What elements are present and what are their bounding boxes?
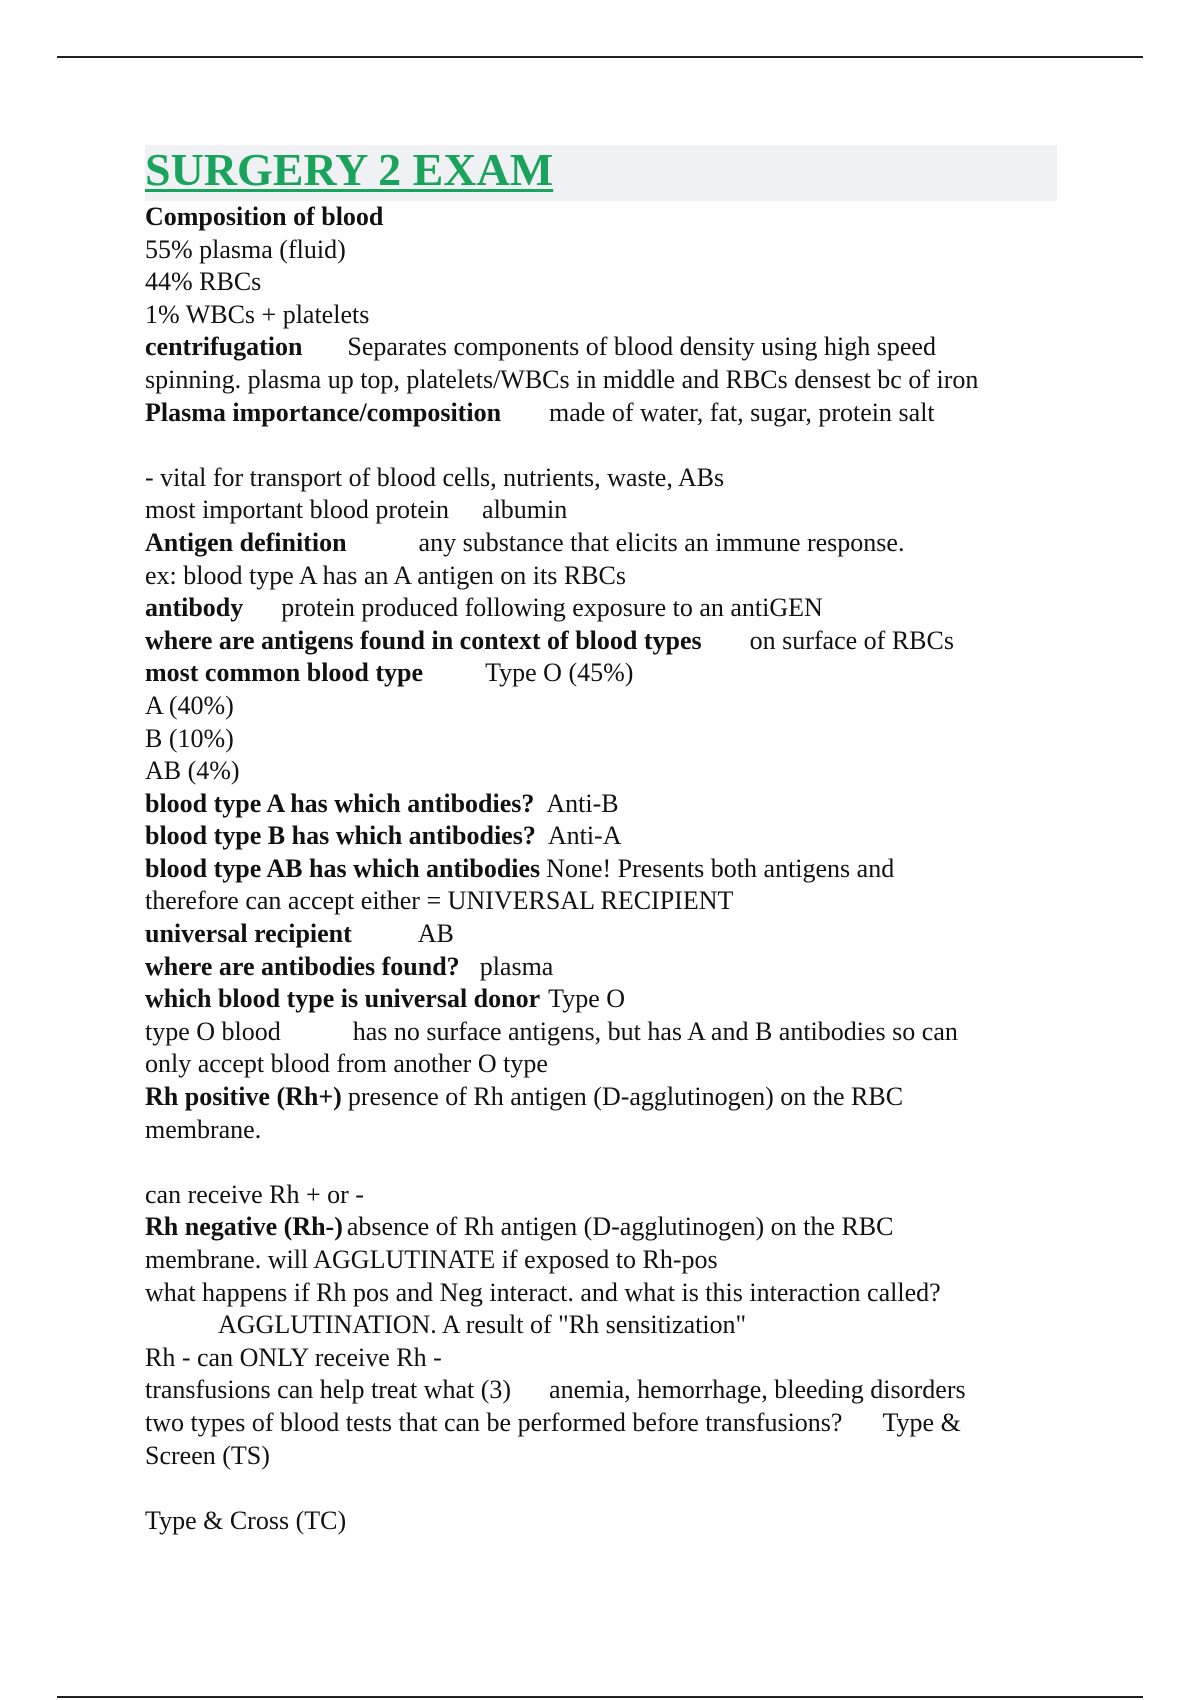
term: which blood type is universal donor	[145, 984, 541, 1014]
title-band	[145, 145, 1057, 201]
term: where are antibodies found?	[145, 951, 460, 981]
line-plasma-vital	[145, 462, 1057, 495]
term: blood type A has which antibodies?	[145, 788, 535, 818]
text: AB (4%)	[145, 756, 240, 786]
line-type-ab-cont	[145, 885, 1057, 918]
line-plasma-percent	[145, 234, 1057, 267]
definition: Anti-B	[546, 788, 619, 818]
line-rh-interaction-question	[145, 1277, 1057, 1310]
text: Rh - can ONLY receive Rh -	[145, 1342, 442, 1372]
term: centrifugation	[145, 332, 303, 362]
line-antigen-definition	[145, 527, 1057, 560]
line-antigen-example	[145, 560, 1057, 593]
text: B (10%)	[145, 723, 234, 753]
definition: plasma	[479, 951, 554, 981]
text: Screen (TS)	[145, 1440, 270, 1470]
text: - vital for transport of blood cells, nutrients, waste, ABs	[145, 462, 725, 492]
definition: protein produced following exposure to an antiGEN	[281, 593, 823, 623]
term: Plasma importance/composition	[145, 397, 502, 427]
line-antibody	[145, 592, 1057, 625]
footer-rule	[57, 1696, 1143, 1698]
definition: Type O (45%)	[485, 658, 634, 688]
line-type-o-cont	[145, 1048, 1057, 1081]
line-antibodies-location	[145, 951, 1057, 984]
line-rh-negative-cont	[145, 1244, 1057, 1277]
text: membrane.	[145, 1114, 262, 1144]
definition: Anti-A	[547, 821, 622, 851]
line-blood-tests	[145, 1407, 1057, 1440]
line-type-b-antibodies	[145, 820, 1057, 853]
line-rh-positive-receive	[145, 1179, 1057, 1212]
definition: AB	[417, 919, 454, 949]
definition: on surface of RBCs	[749, 625, 954, 655]
definition: made of water, fat, sugar, protein salt	[549, 397, 935, 427]
definition: any substance that elicits an immune response.	[418, 527, 905, 557]
line-rh-negative-receive	[145, 1342, 1057, 1375]
term: Composition of blood	[145, 202, 384, 231]
text: ex: blood type A has an A antigen on its RBCs	[145, 560, 626, 590]
document-body	[145, 145, 1057, 1537]
line-blood-tests-cont	[145, 1440, 1057, 1473]
text: A (40%)	[145, 690, 234, 720]
line-wbc-percent	[145, 299, 1057, 332]
term: blood type AB has which antibodies	[145, 853, 541, 883]
line-composition-of-blood	[145, 201, 1057, 234]
line-rh-positive	[145, 1081, 1057, 1114]
text: can receive Rh + or -	[145, 1179, 364, 1209]
line-centrifugation-cont	[145, 364, 1057, 397]
line-plasma-importance	[145, 397, 1057, 430]
text: membrane. will AGGLUTINATE if exposed to Rh-pos	[145, 1245, 718, 1274]
line-universal-recipient	[145, 918, 1057, 951]
text: spinning. plasma up top, platelets/WBCs in middle and RBCs densest bc of iron	[145, 364, 979, 394]
definition: Separates components of blood density using high speed	[347, 332, 936, 362]
line-type-ab-percent	[145, 755, 1057, 788]
line-type-o-blood	[145, 1016, 1057, 1049]
line-transfusions-treat	[145, 1374, 1057, 1407]
document-title: SURGERY 2 EXAM	[145, 144, 554, 195]
line-type-and-cross	[145, 1505, 1057, 1538]
term: most common blood type	[145, 658, 424, 688]
line-type-a-antibodies	[145, 788, 1057, 821]
header-rule	[57, 56, 1143, 58]
text: type O blood	[145, 1016, 281, 1046]
text: transfusions can help treat what (3)	[145, 1375, 512, 1405]
term: antibody	[145, 593, 244, 623]
definition: None! Presents both antigens and	[546, 853, 895, 883]
line-rbc-percent	[145, 266, 1057, 299]
text: most important blood protein	[145, 495, 450, 525]
definition: absence of Rh antigen (D-agglutinogen) on the RBC	[346, 1212, 894, 1242]
definition: anemia, hemorrhage, bleeding disorders	[549, 1375, 966, 1405]
term: blood type B has which antibodies?	[145, 821, 536, 851]
text: Type & Cross (TC)	[145, 1505, 347, 1535]
line-rh-interaction-answer	[145, 1309, 1057, 1342]
blank-line	[145, 1472, 1057, 1505]
text: what happens if Rh pos and Neg interact. and what is this interaction called?	[145, 1277, 941, 1307]
term: universal recipient	[145, 919, 352, 949]
term: Rh negative (Rh-)	[145, 1212, 343, 1242]
definition: has no surface antigens, but has A and B antibodies so can	[352, 1016, 958, 1046]
text: only accept blood from another O type	[145, 1049, 548, 1079]
term: where are antigens found in context of blood types	[145, 625, 702, 655]
line-type-ab-antibodies	[145, 853, 1057, 886]
term: Rh positive (Rh+)	[145, 1082, 342, 1112]
line-type-b-percent	[145, 723, 1057, 756]
text: two types of blood tests that can be performed before transfusions?	[145, 1407, 843, 1437]
line-rh-negative	[145, 1211, 1057, 1244]
definition: Type O	[548, 984, 626, 1014]
definition: Type &	[882, 1407, 961, 1437]
line-type-a-percent	[145, 690, 1057, 723]
line-rh-positive-cont	[145, 1114, 1057, 1147]
term: Antigen definition	[145, 527, 347, 557]
text: AGGLUTINATION. A result of "Rh sensitization"	[218, 1310, 747, 1340]
line-universal-donor	[145, 983, 1057, 1016]
blank-line	[145, 429, 1057, 462]
text: 55% plasma (fluid)	[145, 234, 346, 264]
definition: presence of Rh antigen (D-agglutinogen) on the RBC	[347, 1082, 904, 1112]
text: therefore can accept either = UNIVERSAL RECIPIENT	[145, 886, 734, 916]
line-blood-protein	[145, 494, 1057, 527]
line-centrifugation	[145, 331, 1057, 364]
blank-line	[145, 1146, 1057, 1179]
line-common-blood-type	[145, 657, 1057, 690]
definition: albumin	[482, 495, 568, 525]
line-antigen-location	[145, 625, 1057, 658]
text: 44% RBCs	[145, 267, 262, 297]
text: 1% WBCs + platelets	[145, 299, 370, 329]
